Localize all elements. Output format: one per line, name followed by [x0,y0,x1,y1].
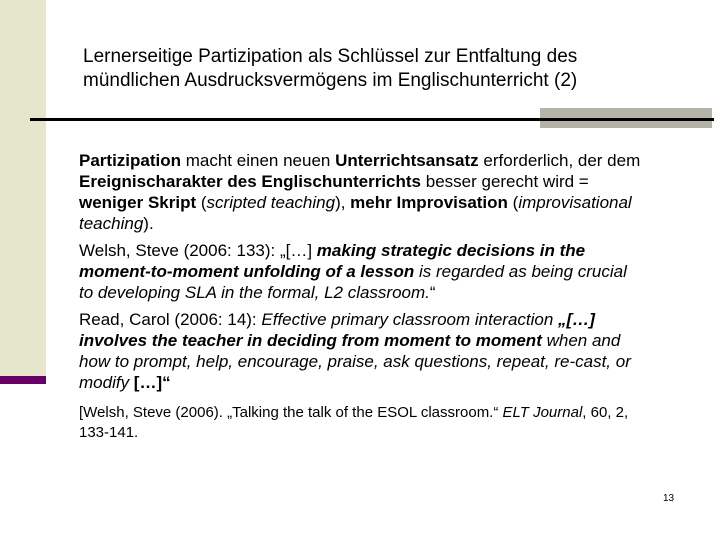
quote: is regarded as being crucial [414,262,627,281]
quote: how to prompt, help, encourage, praise, ask questions, repeat, re-cast, or [79,352,631,371]
title-line-2: mündlichen Ausdrucksvermögens im Englischunterricht (2) [83,70,578,91]
paragraph-reference [79,403,694,443]
title-rule [30,118,714,121]
text: ( [507,193,519,212]
reference-pages: 133-141. [79,424,139,441]
term-event-character: Ereignischarakter des Englischunterrichts [79,172,422,191]
term-scripted-teaching: scripted teaching [206,193,336,212]
text: besser gerecht wird = [421,172,589,191]
term-more-improvisation: mehr Improvisation [350,193,508,212]
text: “ [429,283,436,302]
term-teaching: teaching [79,214,144,233]
quote-bold: moment-to-moment unfolding of a lesson [79,262,415,281]
journal-name: ELT Journal [502,404,583,421]
term-improvisational: improvisational [518,193,632,212]
quote-bold: involves the teacher in deciding from moment to moment [79,331,542,350]
term-approach: Unterrichtsansatz [335,151,479,170]
slide-content [79,150,694,449]
reference: [Welsh, Steve (2006). „Talking the talk of the ESOL classroom.“ [79,404,503,421]
quote: when and [541,331,621,350]
paragraph-welsh-quote [79,240,694,303]
text: ), [335,193,351,212]
quote-bold: making strategic decisions in the [316,241,586,260]
text: macht einen neuen [181,151,336,170]
reference: , 60, 2, [582,404,629,421]
quote: modify [79,373,130,392]
title-line-1: Lernerseitige Partizipation als Schlüssel zur Entfaltung des [83,46,578,67]
quote: Effective primary classroom interaction [261,310,554,329]
quote-bold: „[…] [553,310,595,329]
page-number: 13 [663,493,675,504]
paragraph-read-quote [79,309,694,393]
left-accent-bar [0,376,46,384]
text: ). [143,214,154,233]
quote: to developing SLA in the formal, L2 classroom. [79,283,430,302]
citation: Welsh, Steve (2006: 133): „[…] [79,241,317,260]
term-participation: Partizipation [79,151,182,170]
paragraph-participation [79,150,694,234]
left-decor-bar [0,0,46,382]
text: erforderlich, der dem [478,151,641,170]
quote-end: […]“ [129,373,171,392]
text: ( [196,193,207,212]
term-less-script: weniger Skript [79,193,197,212]
citation: Read, Carol (2006: 14): [79,310,262,329]
slide-title [83,45,693,93]
